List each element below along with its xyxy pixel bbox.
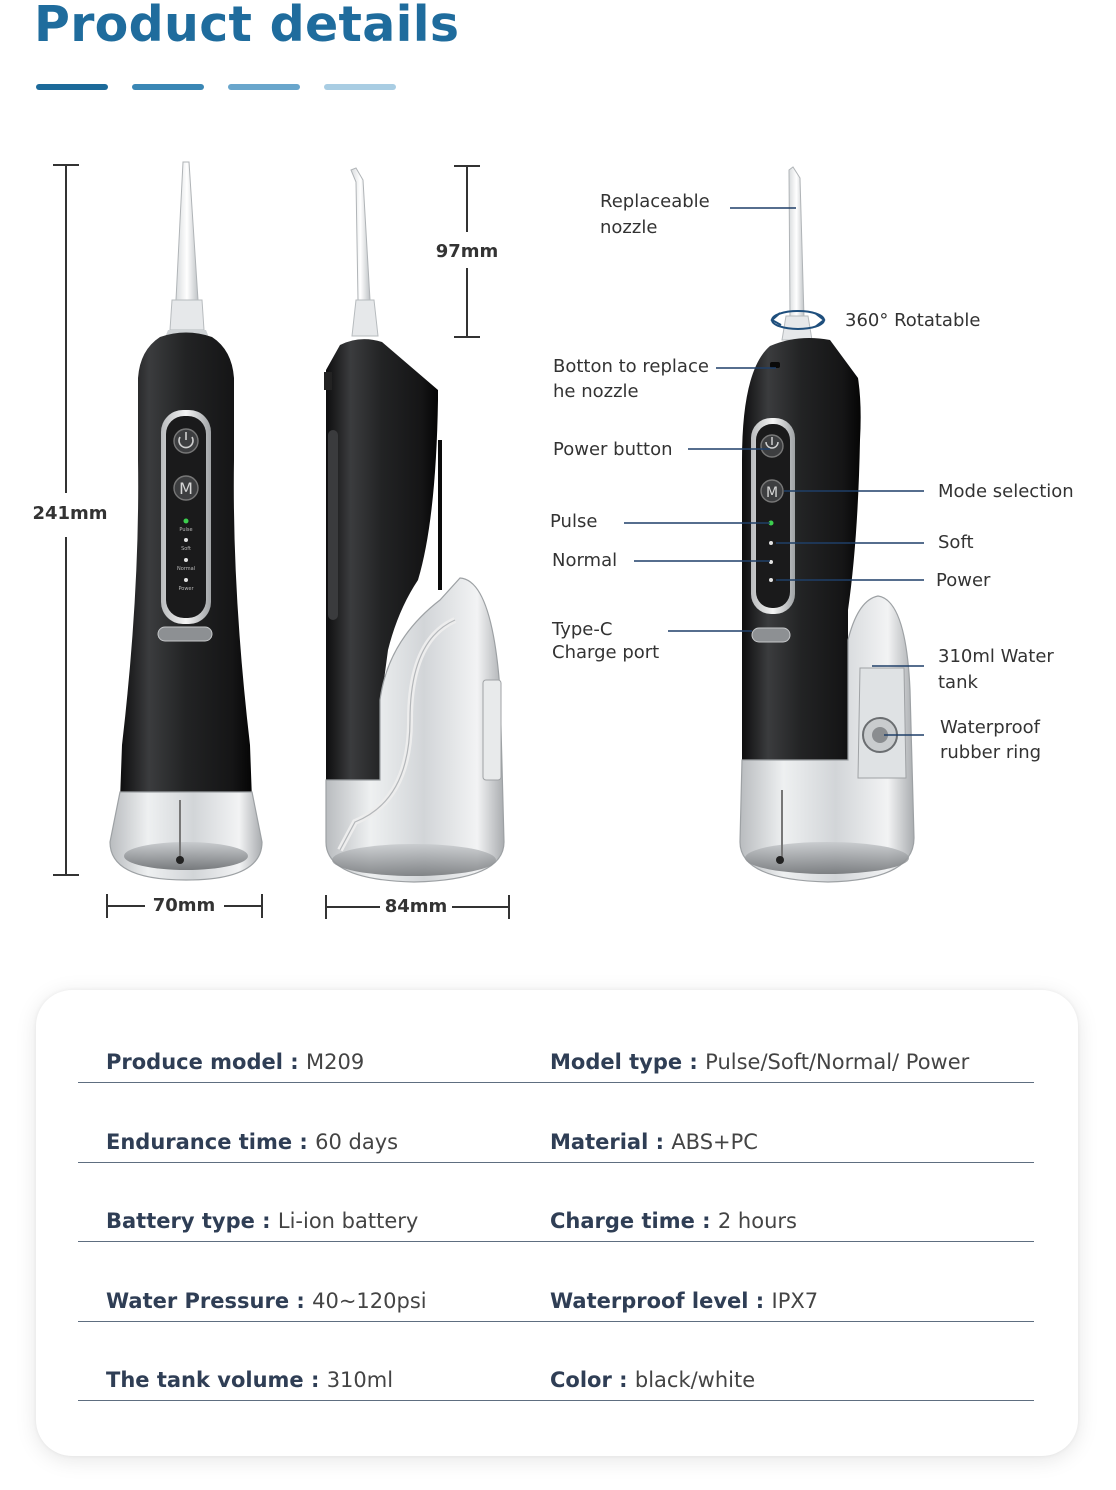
- spec-row: [78, 1320, 1034, 1401]
- side-view-device: [324, 168, 504, 882]
- spec-colon: :: [282, 1050, 306, 1074]
- spec-item-model-type: [550, 1048, 969, 1076]
- spec-colon: :: [303, 1368, 327, 1392]
- callout-replaceable-nozzle-1: Replaceable: [600, 191, 710, 212]
- spec-colon: :: [748, 1289, 772, 1313]
- spec-label: Model type: [550, 1050, 683, 1074]
- spec-label: Charge time: [550, 1209, 695, 1233]
- callout-water-tank-1: 310ml Water: [938, 646, 1054, 667]
- height-label: 241mm: [32, 503, 108, 524]
- spec-value: 40~120psi: [312, 1289, 427, 1313]
- callout-mode-selection: Mode selection: [938, 481, 1074, 502]
- spec-label: Battery type: [106, 1209, 255, 1233]
- spec-row: [78, 1082, 1034, 1163]
- annotated-view-device: [740, 167, 914, 882]
- nozzle-length-label: 97mm: [435, 241, 499, 262]
- front-mode-label-power: Power: [178, 586, 194, 592]
- spec-colon: :: [694, 1209, 718, 1233]
- spec-colon: :: [292, 1130, 316, 1154]
- spec-colon: :: [289, 1289, 313, 1313]
- page-title: Product details: [34, 0, 460, 53]
- spec-label: Waterproof level: [550, 1289, 749, 1313]
- title-underline-bar-4: [324, 84, 396, 90]
- spec-label: The tank volume: [106, 1368, 304, 1392]
- callout-normal: Normal: [552, 550, 618, 571]
- spec-value: M209: [305, 1050, 365, 1074]
- front-width-label: 70mm: [152, 895, 216, 916]
- spec-label: Material: [550, 1130, 649, 1154]
- callout-type-c-1: Type-C: [552, 619, 613, 640]
- side-width-label: 84mm: [384, 896, 448, 917]
- callout-waterproof-ring-1: Waterproof: [940, 717, 1041, 738]
- front-mode-label-soft: Soft: [181, 546, 191, 552]
- title-underline-bar-3: [228, 84, 300, 90]
- callout-soft: Soft: [938, 532, 974, 553]
- callout-replaceable-nozzle-2: nozzle: [600, 217, 658, 238]
- spec-colon: :: [611, 1368, 635, 1392]
- spec-item-charge-time: [550, 1207, 797, 1235]
- title-underline-bar-2: [132, 84, 204, 90]
- callout-rotatable: 360° Rotatable: [845, 310, 981, 331]
- spec-item-produce-model: [106, 1048, 364, 1076]
- spec-value: IPX7: [771, 1289, 819, 1313]
- spec-label: Color: [550, 1368, 612, 1392]
- spec-table-card: [36, 990, 1078, 1456]
- callout-button-replace-2: he nozzle: [553, 381, 639, 402]
- spec-item-battery-type: [106, 1207, 418, 1235]
- front-mode-label-normal: Normal: [176, 566, 196, 572]
- spec-item-water-pressure: [106, 1287, 427, 1315]
- product-diagram: [0, 130, 1116, 950]
- spec-value: Pulse/Soft/Normal/ Power: [705, 1050, 970, 1074]
- spec-value: 60 days: [315, 1130, 399, 1154]
- spec-row: [78, 1002, 1034, 1083]
- spec-colon: :: [648, 1130, 672, 1154]
- spec-label: Endurance time: [106, 1130, 293, 1154]
- spec-label: Water Pressure: [106, 1289, 290, 1313]
- front-mode-label-pulse: Pulse: [179, 527, 193, 533]
- callout-pulse: Pulse: [550, 511, 598, 532]
- spec-row: [78, 1241, 1034, 1322]
- spec-row: [78, 1161, 1034, 1242]
- spec-value: ABS+PC: [671, 1130, 758, 1154]
- spec-item-waterproof-level: [550, 1287, 818, 1315]
- spec-item-endurance-time: [106, 1128, 398, 1156]
- callout-type-c-2: Charge port: [552, 642, 660, 663]
- spec-value: 310ml: [326, 1368, 394, 1392]
- spec-value: black/white: [634, 1368, 756, 1392]
- spec-item-color: [550, 1366, 755, 1394]
- callout-water-tank-2: tank: [938, 672, 978, 693]
- front-view-device: [110, 162, 262, 880]
- spec-colon: :: [254, 1209, 278, 1233]
- spec-colon: :: [682, 1050, 706, 1074]
- callout-button-replace-1: Botton to replace: [553, 356, 709, 377]
- callout-power-button: Power button: [553, 439, 673, 460]
- mode-button-front-label: M: [179, 479, 193, 498]
- spec-value: Li-ion battery: [277, 1209, 419, 1233]
- spec-item-material: [550, 1128, 758, 1156]
- callout-waterproof-ring-2: rubber ring: [940, 742, 1042, 763]
- spec-item-tank-volume: [106, 1366, 393, 1394]
- spec-label: Produce model: [106, 1050, 283, 1074]
- title-underline-bar-1: [36, 84, 108, 90]
- mode-button-right-label: M: [765, 485, 779, 501]
- callout-power: Power: [936, 570, 991, 591]
- spec-value: 2 hours: [717, 1209, 797, 1233]
